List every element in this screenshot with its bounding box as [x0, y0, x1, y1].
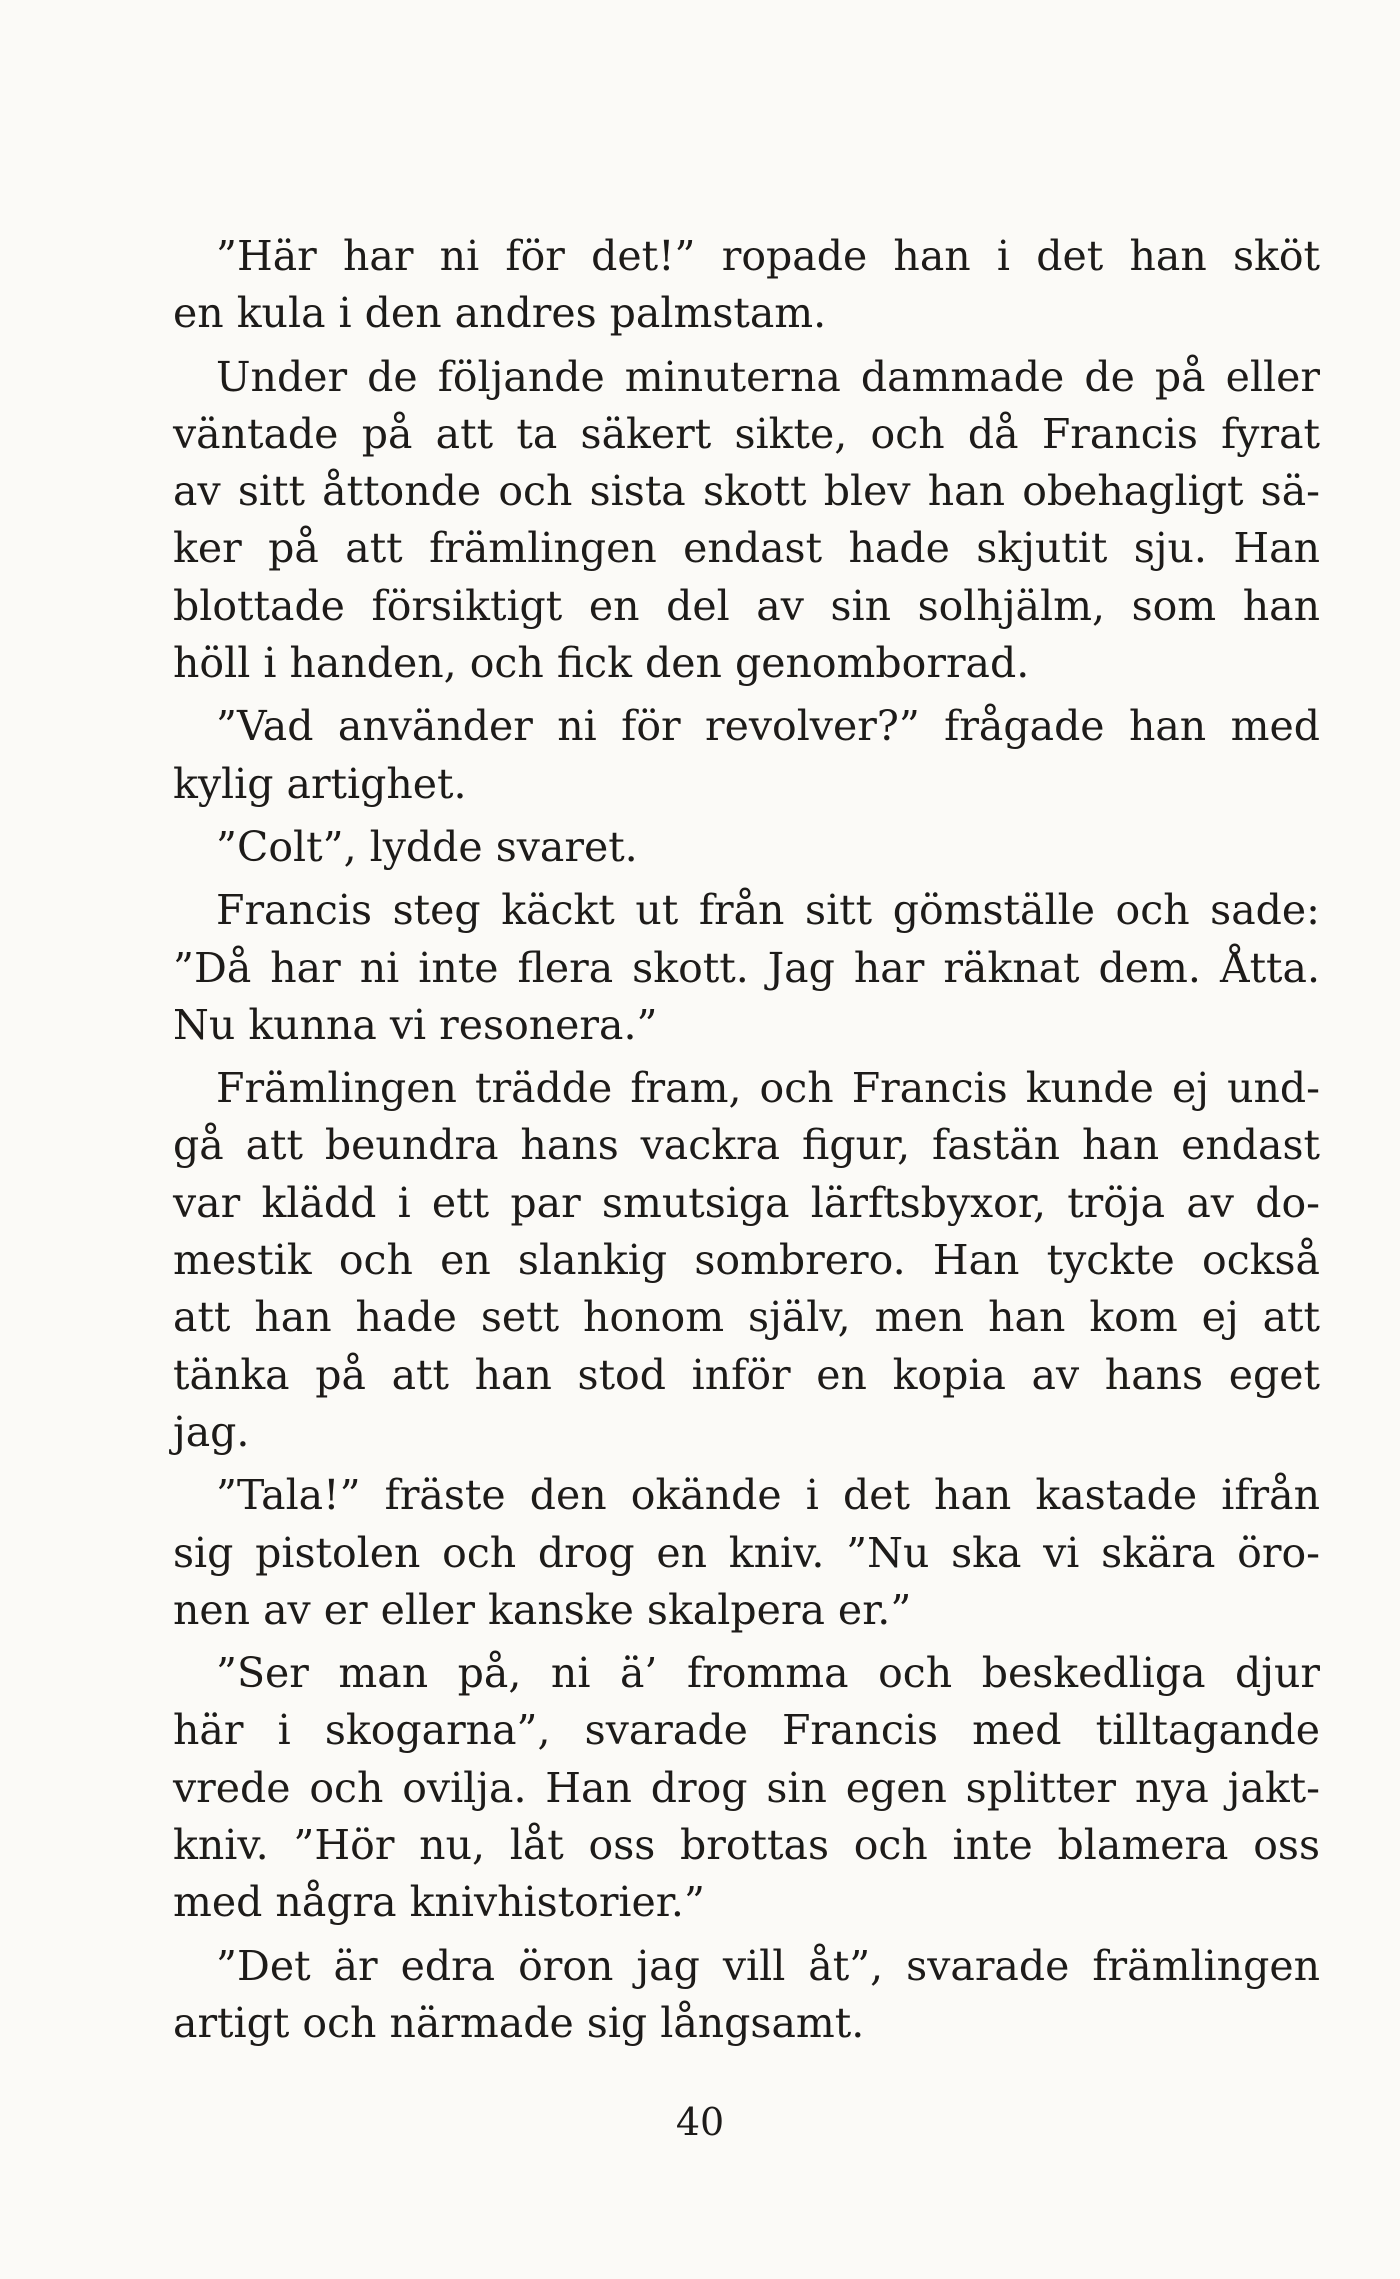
paragraph	[173, 1467, 1320, 1639]
text-line: en kula i den andres palmstam.	[173, 289, 827, 338]
text-line: nen av er eller kanske skalpera er.”	[173, 1585, 912, 1634]
text-line: Främlingen trädde fram, och Francis kunde ej und-	[216, 1064, 1320, 1113]
text-line: vrede och ovilja. Han drog sin egen splitter nya jakt-	[173, 1763, 1320, 1812]
text-line: Nu kunna vi resonera.”	[173, 1000, 658, 1049]
text-line: att han hade sett honom själv, men han kom ej att	[173, 1293, 1320, 1342]
paragraph	[173, 1938, 1320, 2053]
paragraph	[173, 819, 1320, 876]
paragraph	[173, 698, 1320, 813]
paragraph	[173, 882, 1320, 1054]
text-line: sig pistolen och drog en kniv. ”Nu ska vi skära öro-	[173, 1528, 1320, 1577]
text-line: ker på att främlingen endast hade skjutit sju. Han	[173, 524, 1320, 573]
text-line: tänka på att han stod inför en kopia av hans eget	[173, 1350, 1320, 1399]
text-line: gå att beundra hans vackra figur, fastän han endast	[173, 1121, 1320, 1170]
text-line: ”Då har ni inte flera skott. Jag har räknat dem. Åtta.	[173, 943, 1320, 992]
text-line: av sitt åttonde och sista skott blev han obehagligt sä-	[173, 467, 1320, 516]
paragraph	[173, 349, 1320, 693]
text-line: ”Colt”, lydde svaret.	[216, 822, 638, 871]
text-line: med några knivhistorier.”	[173, 1878, 705, 1927]
text-line: ”Här har ni för det!” ropade han i det han sköt	[216, 232, 1320, 280]
text-line: kniv. ”Hör nu, låt oss brottas och inte blamera oss	[173, 1821, 1320, 1870]
text-line: var klädd i ett par smutsiga lärftsbyxor, tröja av do-	[173, 1178, 1320, 1227]
body-text	[173, 228, 1320, 2052]
text-line: Francis steg käckt ut från sitt gömställe och sade:	[216, 886, 1320, 935]
text-line: mestik och en slankig sombrero. Han tyckte också	[173, 1236, 1320, 1285]
text-line: ”Ser man på, ni ä’ fromma och beskedliga djur	[216, 1649, 1320, 1698]
text-line: ”Vad använder ni för revolver?” frågade han med	[216, 702, 1320, 751]
text-line: höll i handen, och fick den genomborrad.	[173, 639, 1030, 688]
text-line: Under de följande minuterna dammade de på eller	[216, 352, 1320, 401]
text-line: ”Tala!” fräste den okände i det han kastade ifrån	[216, 1471, 1320, 1520]
text-line: jag.	[173, 1407, 250, 1456]
page-number: 40	[675, 2100, 725, 2144]
text-line: väntade på att ta säkert sikte, och då Francis fyrat	[173, 409, 1320, 458]
text-line: artigt och närmade sig långsamt.	[173, 1998, 865, 2047]
text-line: kylig artighet.	[173, 759, 467, 808]
text-line: ”Det är edra öron jag vill åt”, svarade främlingen	[216, 1941, 1320, 1990]
paragraph	[173, 1060, 1320, 1461]
paragraph	[173, 1645, 1320, 1931]
text-line: blottade försiktigt en del av sin solhjälm, som han	[173, 581, 1320, 630]
paragraph	[173, 228, 1320, 343]
text-line: här i skogarna”, svarade Francis med tilltagande	[173, 1706, 1320, 1755]
